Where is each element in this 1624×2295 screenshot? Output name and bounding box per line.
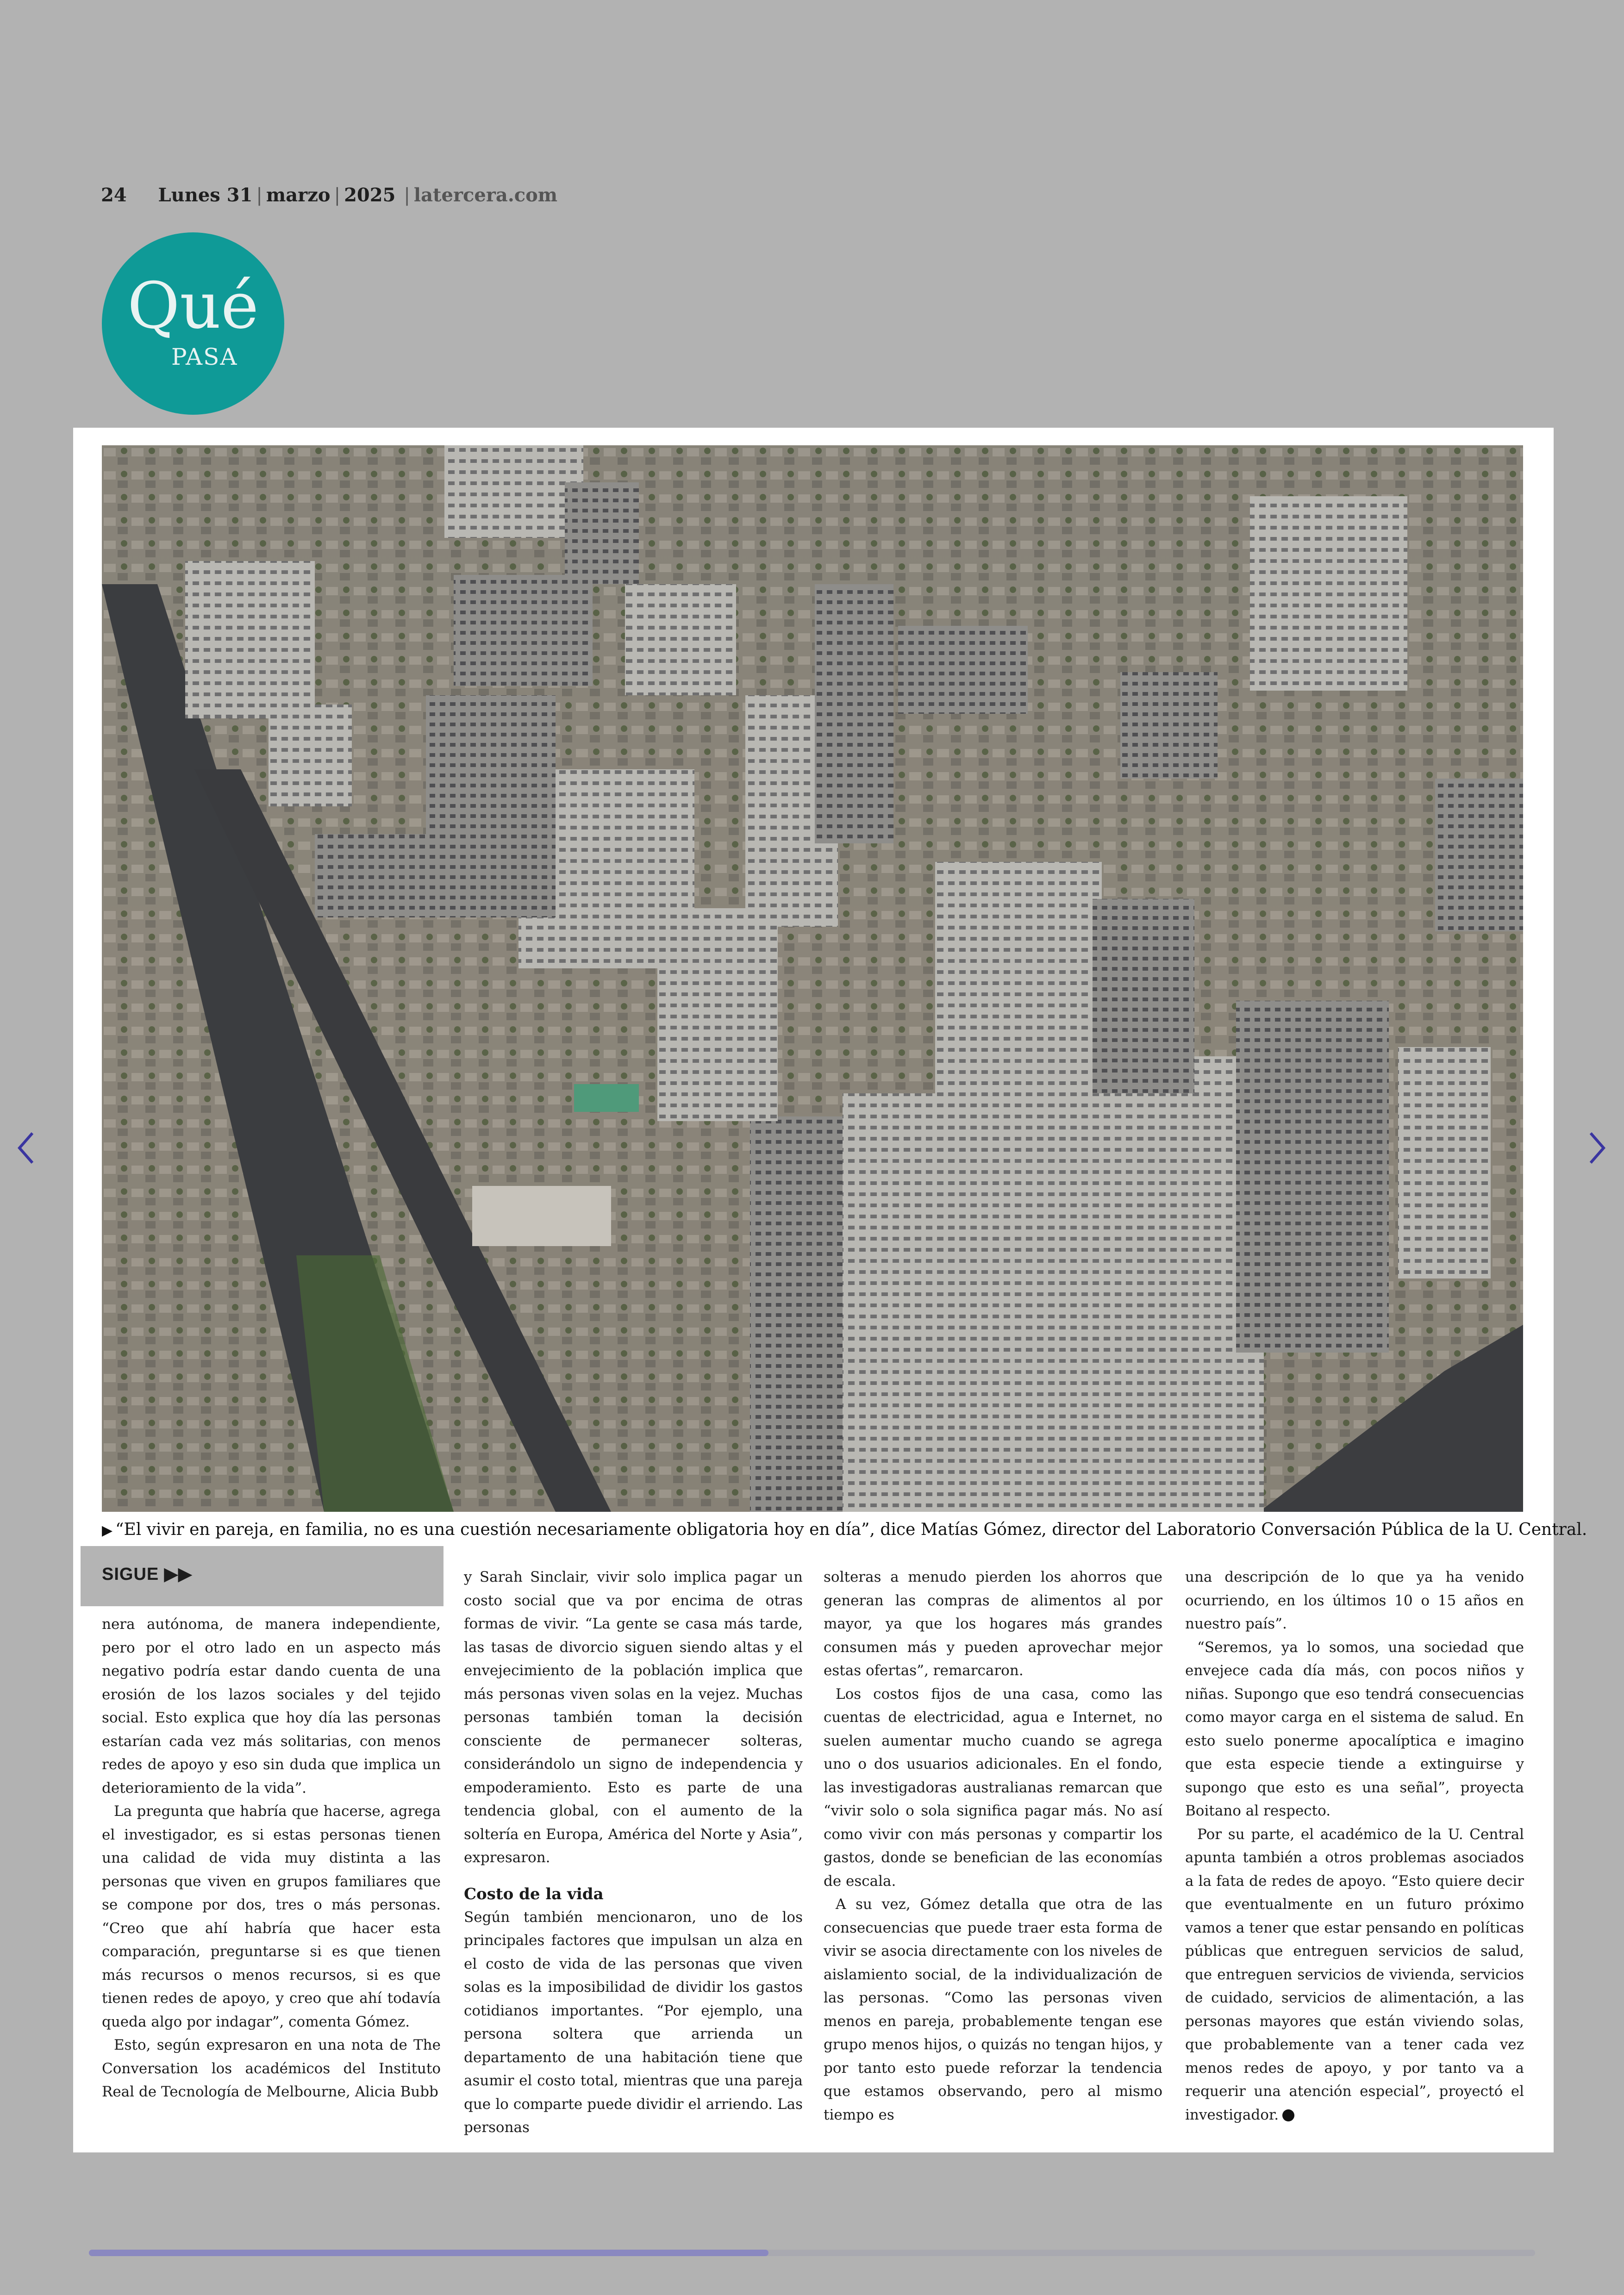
caption-marker: ▶ [102, 1522, 113, 1539]
next-page-button[interactable] [1579, 1120, 1616, 1176]
paragraph: La pregunta que habría que hacerse, agrega el investigador, es si estas personas tienen una calidad de vida muy distinta a las personas que viven en grupos familiares que se compone por dos, tres o más personas. “Creo que ahí habría que hacer esta comparación, preguntarse si es que tienen más recursos o menos recursos, si es que tienen redes de apoyo, y creo que ahí todavía queda algo por indagar”, comenta Gómez. [102, 1803, 441, 2030]
reading-progress-bar[interactable] [89, 2250, 1535, 2256]
header-site: latercera.com [413, 184, 558, 206]
caption-text: “El vivir en pareja, en familia, no es una cuestión necesariamente obligatoria hoy en día”, dice Matías Gómez, director del Laboratorio Conversación Pública de la U. Central. [115, 1520, 1587, 1539]
section-heading: Costo de la vida [464, 1884, 604, 1903]
paragraph: “Seremos, ya lo somos, una sociedad que envejece cada día más, con pocos niños y niñas. Supongo que eso tendrá consecuencias como mayor carga en el sistema de salud. En esto suelo ponerme apocalíptica e imagino que esta especie tiende a extinguirse y supongo que esto es una señal”, proyecta Boitano al respecto. [1185, 1639, 1524, 1819]
header-month: marzo [266, 184, 331, 206]
paragraph: solteras a menudo pierden los ahorros que generan las compras de alimentos al por mayor, ya que los hogares más grandes consumen más y pueden aprovechar mejor estas ofertas”, remarcaron. [824, 1569, 1162, 1679]
photo-caption [102, 1520, 1587, 1539]
logo-sub-text: PASA [171, 343, 238, 370]
chevron-right-icon [1588, 1131, 1606, 1165]
reading-progress-fill [89, 2250, 768, 2256]
paragraph: Los costos fijos de una casa, como las cuentas de electricidad, agua e Internet, no suelen aumentar mucho cuando se agrega uno o dos usuarios adicionales. En el fondo, las investigadoras australianas remarcan que “vivir solo o sola significa pagar más. No así como vivir con más personas y compartir los gastos, donde se benefician de las economías de escala. [824, 1685, 1162, 1890]
paragraph: A su vez, Gómez detalla que otra de las consecuencias que puede traer esta forma de vivir se asocia directamente con los niveles de aislamiento social, de la individualización de las personas. “Como las personas viven menos en pareja, probablemente tengan ese grupo menos hijos, o quizás no tengan hijos, y por tanto esto puede reforzar la tendencia que estamos observando, pero al mismo tiempo es [824, 1896, 1162, 2123]
paragraph [1185, 1823, 1524, 2127]
end-mark-icon [1282, 2109, 1294, 2121]
paragraph: Según también mencionaron, uno de los principales factores que impulsan un alza en el costo de vida de las personas que viven solas es la imposibilidad de dividir los gastos cotidianos importantes. “Por ejemplo, una persona soltera que arrienda un departamento de una habitación tiene que asumir el costo total, mientras que una pareja que lo comparte puede dividir el arriendo. Las personas [464, 1908, 803, 2136]
page-header: 24 Lunes 31 | marzo | 2025 | latercera.com [101, 184, 558, 206]
sigue-banner: SIGUE ▶▶ [81, 1546, 443, 1606]
article-column-3 [824, 1565, 1162, 2123]
que-pasa-logo [102, 232, 284, 415]
paragraph-text: Por su parte, el académico de la U. Central apunta también a otros problemas asociados a la fata de redes de apoyo. “Esto quiere decir que eventualmente en un futuro próximo vamos a tener que estar pensando en políticas públicas que entreguen servicios de salud, que entreguen servicios de vivienda, servicios de cuidado, servicios de alimentación, a las personas mayores que están viviendo solas, que probablemente van a tener cada vez menos redes de apoyo, y por tanto va a requerir una atención especial”, proyectó el investigador. [1185, 1826, 1524, 2123]
article-column-4 [1185, 1565, 1524, 2123]
header-year: 2025 [344, 184, 396, 206]
page-number: 24 [101, 184, 127, 206]
article-column-2 [464, 1565, 803, 2136]
chevron-left-icon [17, 1131, 35, 1165]
logo-main-text: Qué [127, 268, 259, 343]
paragraph: nera autónoma, de manera independiente, pero por el otro lado en un aspecto más negativo podría estar dando cuenta de una erosión de los lazos sociales y del tejido social. Esto explica que hoy día las personas estarían cada vez más solitarias, con menos redes de apoyo y eso sin duda que implica un deterioramiento de la vida”. [102, 1616, 441, 1796]
paragraph: Esto, según expresaron en una nota de The Conversation los académicos del Instituto Real de Tecnología de Melbourne, Alicia Bubb [102, 2037, 441, 2100]
paragraph: y Sarah Sinclair, vivir solo implica pagar un costo social que va por encima de otras formas de vivir. “La gente se casa más tarde, las tasas de divorcio siguen siendo altas y el envejecimiento de la población implica que más personas viven solas en la vejez. Muchas personas también toman la decisión consciente de permanecer solteras, considerándolo un signo de independencia y empoderamiento. Esto es parte de una tendencia global, con el aumento de la soltería en Europa, América del Norte y Asia”, expresaron. [464, 1569, 803, 1866]
article-page [73, 428, 1587, 2152]
header-day: Lunes 31 [158, 184, 253, 206]
prev-page-button[interactable] [7, 1120, 44, 1176]
aerial-city-photo [102, 445, 1523, 1512]
article-column-1 [102, 1613, 441, 2100]
paragraph: una descripción de lo que ya ha venido ocurriendo, en los últimos 10 o 15 años en nuestro país”. [1185, 1569, 1524, 1632]
